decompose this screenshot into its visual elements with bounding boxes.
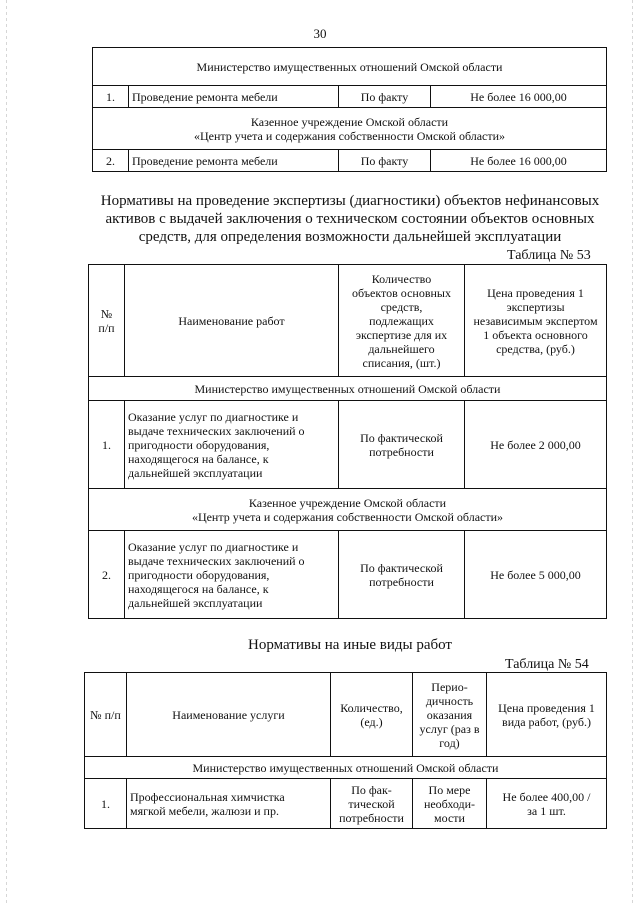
header-line: п/п [98,320,115,335]
service-name [127,779,331,829]
org-section-row [89,377,607,401]
text-line: мости [434,810,465,825]
text-line: дальнейшей эксплуатации [128,595,263,610]
header-line: независимым экспертом [473,313,598,328]
heading-line: средств, для определения возможности дальнейшей эксплуатации [138,229,562,245]
col-header-price [487,673,607,757]
text-line: дальнейшей эксплуатации [128,465,263,480]
section-53-heading [60,192,640,246]
text-line: находящегося на балансе, к [128,451,269,466]
text-line: По фактической [360,430,443,445]
header-line: № [100,306,113,321]
header-line: Количество [371,271,432,286]
text-line: Не более 400,00 / [502,789,591,804]
header-line: средств, [380,299,423,314]
work-name [125,531,339,619]
header-line: списания, (шт.) [362,355,441,370]
col-header-qty [339,265,465,377]
table-row [89,531,607,619]
periodicity [413,779,487,829]
table-row [93,86,607,108]
col-header-num [89,265,125,377]
text-line: потребности [369,574,434,589]
header-line: подлежащих [369,313,434,328]
header-line: дичность [425,693,474,708]
text-line: По мере [428,782,471,797]
heading-line: активов с выдачей заключения о техническом состоянии объектов основных [105,211,595,227]
text-line: выдаче технических заключений о [128,553,305,568]
header-row [85,673,607,757]
org-name: Министерство имущественных отношений Омской области [192,760,499,775]
price: Не более 2 000,00 [465,401,607,489]
col-header-qty [331,673,413,757]
header-line: дальнейшего [368,341,435,356]
text-line: находящегося на балансе, к [128,581,269,596]
org-name-quoted: «Центр учета и содержания собственности Омской области» [193,128,506,143]
table-row [89,377,607,401]
section-54-heading: Нормативы на иные виды работ [248,637,452,653]
table-row [89,489,607,531]
price: Не более 16 000,00 [431,150,607,172]
row-number: 1. [85,779,127,829]
text-line: По фактической [360,560,443,575]
text-line: мягкой мебели, жалюзи и пр. [130,803,279,818]
header-line: экспертизе для их [355,327,448,342]
quantity: По факту [339,86,431,108]
org-name: Казенное учреждение Омской области [248,495,447,510]
header-line: год) [439,735,460,750]
furniture-repair-table [92,47,607,172]
org-section-row [93,108,607,150]
quantity [339,531,465,619]
work-name [125,401,339,489]
table-row [93,150,607,172]
heading-line: Нормативы на проведение экспертизы (диагностики) объектов нефинансовых [100,193,600,209]
text-line: Оказание услуг по диагностике и [128,409,299,424]
quantity [331,779,413,829]
text-line: потребности [339,810,404,825]
row-number: 1. [93,86,129,108]
table-row [93,48,607,86]
text-line: необходи- [423,796,476,811]
table-row [85,757,607,779]
org-name: Министерство имущественных отношений Омской области [196,59,503,74]
table-row [93,108,607,150]
price [487,779,607,829]
quantity [339,401,465,489]
table-row [85,779,607,829]
header-line: средства, (руб.) [496,341,575,356]
table-54-label: Таблица № 54 [505,657,589,672]
text-line: Профессиональная химчистка [130,789,285,804]
text-line: пригодности оборудования, [128,437,270,452]
work-name: Проведение ремонта мебели [129,86,339,108]
right-margin-dots [632,0,633,905]
header-line: (ед.) [360,714,383,729]
price: Не более 16 000,00 [431,86,607,108]
header-line: услуг (раз в [419,721,480,736]
text-line: По фак- [351,782,392,797]
col-header-name: Наименование работ [125,265,339,377]
header-line: объектов основных [352,285,451,300]
col-header-num: № п/п [85,673,127,757]
page-number: 30 [313,26,327,41]
table-row [89,401,607,489]
header-row [89,265,607,377]
text-line: выдаче технических заключений о [128,423,305,438]
text-line: пригодности оборудования, [128,567,270,582]
quantity: По факту [339,150,431,172]
row-number: 2. [89,531,125,619]
header-line: Перио- [431,679,468,694]
other-works-table [84,672,607,829]
text-line: потребности [369,444,434,459]
header-line: Количество, [340,700,403,715]
header-line: оказания [426,707,473,722]
header-line: Цена проведения 1 [498,700,595,715]
header-line: вида работ, (руб.) [502,714,591,729]
org-name: Министерство имущественных отношений Омской области [194,381,501,396]
org-section-row [85,757,607,779]
work-name: Проведение ремонта мебели [129,150,339,172]
header-line: 1 объекта основного [483,327,588,342]
org-name-quoted: «Центр учета и содержания собственности Омской области» [191,509,504,524]
col-header-name: Наименование услуги [127,673,331,757]
header-line: экспертизы [506,299,565,314]
expertise-table [88,264,607,619]
price: Не более 5 000,00 [465,531,607,619]
text-line: тической [348,796,395,811]
org-section-row [93,48,607,86]
row-number: 2. [93,150,129,172]
left-margin-dots [6,0,7,905]
org-name: Казенное учреждение Омской области [250,114,449,129]
col-header-period [413,673,487,757]
org-section-row [89,489,607,531]
table-53-label: Таблица № 53 [507,248,591,263]
text-line: Оказание услуг по диагностике и [128,539,299,554]
col-header-price [465,265,607,377]
text-line: за 1 шт. [527,803,566,818]
header-line: Цена проведения 1 [487,285,584,300]
row-number: 1. [89,401,125,489]
